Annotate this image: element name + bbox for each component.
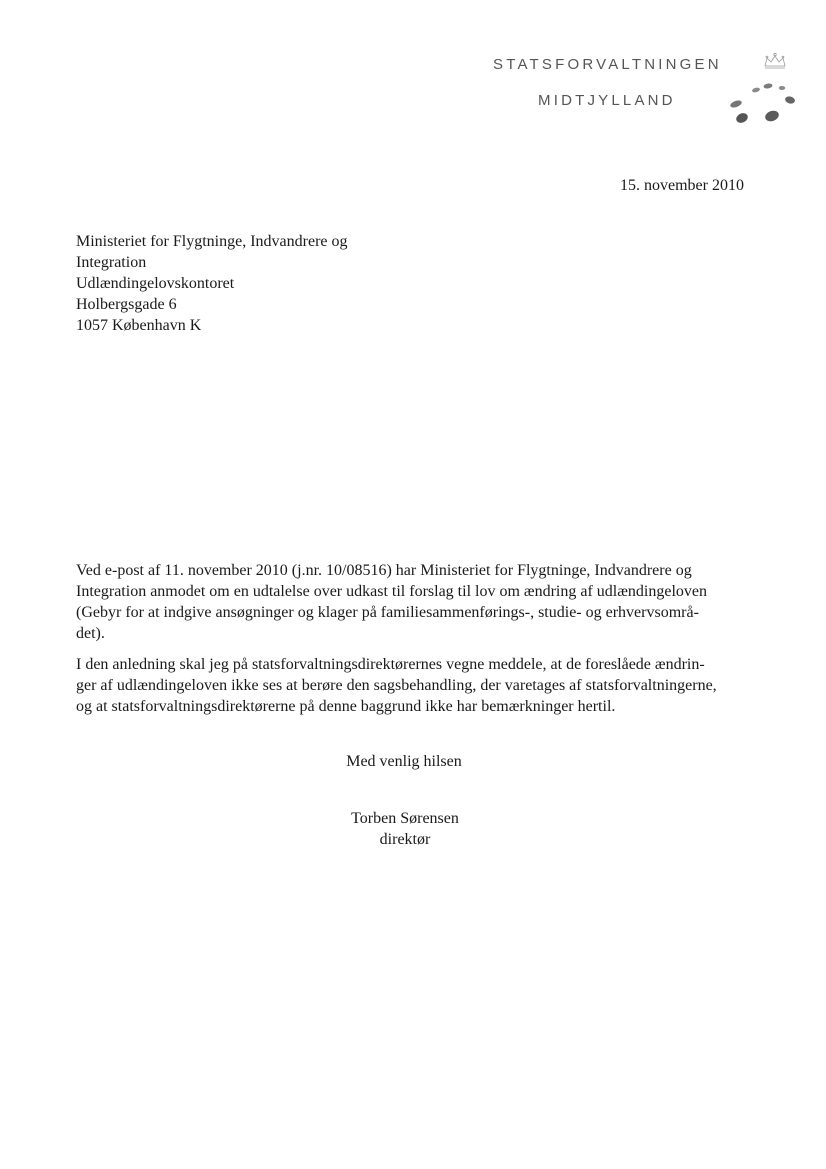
paragraph-line: Ved e-post af 11. november 2010 (j.nr. 10/08516) har Ministeriet for Flygtninge, Indvandrere og (76, 562, 692, 579)
paragraph-line: det). (76, 625, 105, 642)
signature-block (0, 808, 818, 850)
crown-icon (762, 52, 788, 70)
recipient-line: Udlændingelovskontoret (76, 275, 235, 292)
paragraph-line: og at statsforvaltningsdirektørerne på denne baggrund ikke har bemærkninger hertil. (76, 698, 616, 715)
closing-greeting: Med venlig hilsen (346, 753, 462, 770)
recipient-line: 1057 København K (76, 317, 202, 334)
letter-date: 15. november 2010 (620, 177, 744, 194)
paragraph-line: (Gebyr for at indgive ansøgninger og klager på familiesammenførings-, studie- og erhvervsområ- (76, 604, 699, 621)
body-paragraph-2 (76, 654, 752, 717)
letterhead-name-text: STATSFORVALTNINGEN (493, 56, 722, 73)
signer-name: Torben Sørensen (351, 810, 459, 827)
dots-logo-icon (722, 80, 802, 128)
letterhead-region-text: MIDTJYLLAND (538, 92, 676, 109)
recipient-line: Holbergsgade 6 (76, 296, 177, 313)
recipient-line: Ministeriet for Flygtninge, Indvandrere og (76, 233, 348, 250)
body-paragraph-1 (76, 560, 752, 644)
letterhead-region (538, 92, 676, 109)
recipient-address (76, 231, 348, 336)
paragraph-line: ger af udlændingeloven ikke ses at berøre den sagsbehandling, der varetages af statsforvaltningerne, (76, 677, 717, 694)
recipient-line: Integration (76, 254, 147, 271)
signer-title: direktør (379, 831, 431, 848)
paragraph-line: Integration anmodet om en udtalelse over udkast til forslag til lov om ændring af udlændingeloven (76, 583, 707, 600)
letterhead-name (493, 56, 722, 73)
paragraph-line: I den anledning skal jeg på statsforvaltningsdirektørernes vegne meddele, at de foreslåede ændrin- (76, 656, 705, 673)
